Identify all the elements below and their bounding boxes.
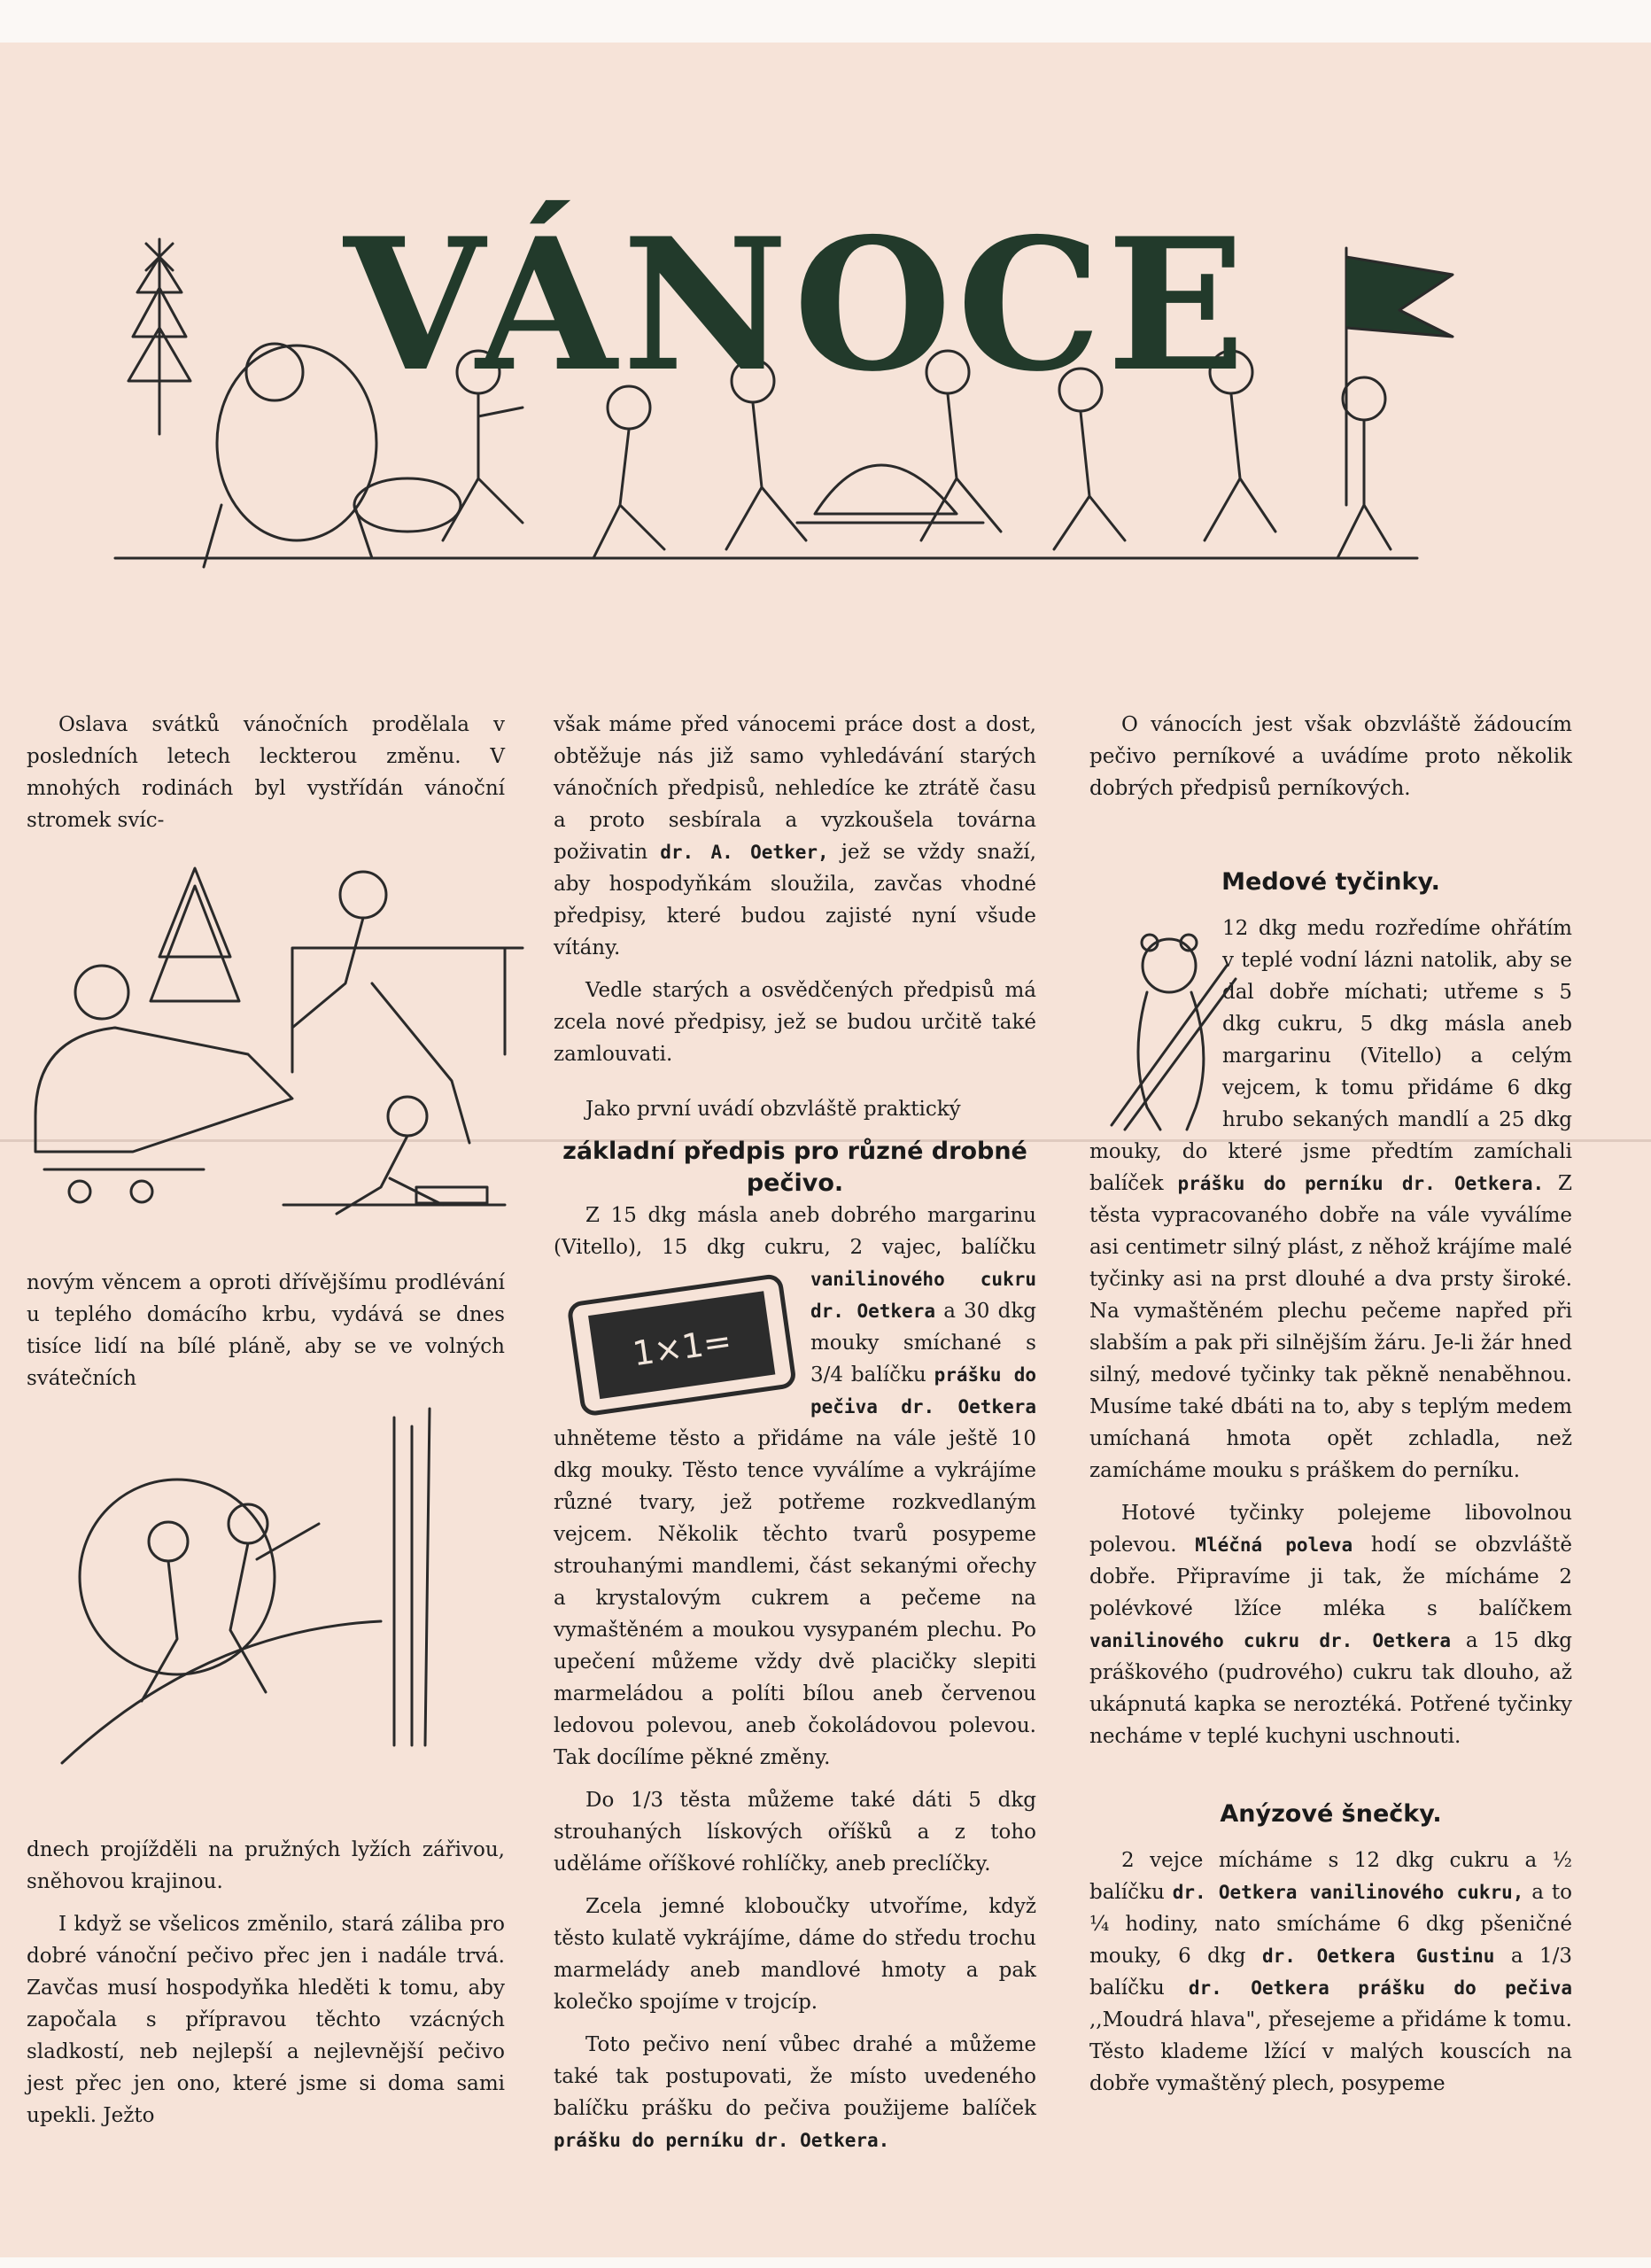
col3-paragraph-4a: 2 vejce mícháme s 12 dkg cukru a ½ balíčku xyxy=(1089,1849,1572,1904)
col3-vanilla-sugar: vanilinového cukru dr. Oetkera xyxy=(1089,1630,1451,1651)
bear-illustration xyxy=(1107,930,1240,1134)
col2-intro: Jako první uvádí obzvláště praktický xyxy=(585,1098,961,1121)
col3-paragraph-4e: a 1/3 balíčku xyxy=(1089,1945,1573,2000)
column-1-continued xyxy=(27,1267,505,1405)
column-2 xyxy=(554,709,1036,2167)
col3-baking-powder: dr. Oetkera prášku do pečiva xyxy=(1188,1977,1572,1999)
family-fireplace-illustration xyxy=(27,850,523,1231)
col2-paragraph-4: Do 1/3 těsta můžeme také dáti 5 dkg strouhaných lískových oříšků a z toho uděláme oříškové rohlíčky, aneb preclíčky. xyxy=(554,1789,1036,1876)
col2-paragraph-2: Vedle starých a osvědčených předpisů má zcela nové předpisy, jež se budou určitě také zamlouvati. xyxy=(554,979,1036,1066)
column-1 xyxy=(27,709,505,847)
slate-text: 1×1= xyxy=(630,1321,734,1374)
column-1-end xyxy=(27,1834,505,2142)
col3-gingerbread-powder: prášku do perníku dr. Oetkera. xyxy=(1177,1173,1545,1194)
col3-paragraph-2a: 12 dkg medu rozředíme ohřátím v teplé vodní lázni natolik, aby se dal dobře míchati; utřeme s 5 dkg cukru, 5 dkg másla aneb margarinu (Vitello) a celým vejcem, k tomu přidáme 6 dkg hrubo sekaných mandlí a 25 dkg mouky, do které jsme předtím zamíchali balíček xyxy=(1089,917,1572,1195)
col2-heading: základní předpis pro různé drobné pečivo. xyxy=(562,1138,1027,1197)
col3-paragraph-4g: ,,Moudrá hlava", přesejeme a přidáme k tomu. Těsto klademe lžící v malých kouscích na dobře vymaštěný plech, posypeme xyxy=(1089,2008,1572,2095)
column-3 xyxy=(1089,709,1572,2110)
skiers-illustration xyxy=(62,1409,469,1772)
col1-paragraph-1: Oslava svátků vánočních prodělala v posledních letech leckterou změnu. V mnohých rodinách byl vystřídán vánoční stromek svíc- xyxy=(27,713,505,832)
col2-paragraph-1c: jež se vždy snaží, aby hospodyňkám sloužila, zavčas vhodné předpisy, které budou zajisté nyní všude vítány. xyxy=(554,841,1036,959)
col3-gustin: dr. Oetkera Gustinu xyxy=(1261,1946,1495,1967)
col2-paragraph-3c: a 30 dkg mouky smíchané s 3/4 balíčku xyxy=(810,1300,1036,1386)
col3-paragraph-4c: a to ¼ hodiny, nato smícháme 6 dkg pšeničné mouky, 6 dkg xyxy=(1089,1881,1572,1968)
col1-paragraph-3: dnech projížděli na pružných lyžích zářivou, sněhovou krajinou. xyxy=(27,1838,505,1893)
col3-milk-glaze: Mléčná poleva xyxy=(1195,1534,1353,1556)
col3-paragraph-3c: hodí se obzvláště dobře. Připravíme ji tak, že mícháme 2 polévkové lžíce mléka s balíčkem xyxy=(1089,1534,1573,1620)
col2-baking-powder: prášku do pečiva dr. Oetkera xyxy=(810,1364,1036,1418)
col2-paragraph-3a: Z 15 dkg másla aneb dobrého margarinu (Vitello), 15 dkg cukru, 2 vajec, balíčku xyxy=(554,1204,1036,1259)
col2-paragraph-6a: Toto pečivo není vůbec drahé a můžeme také tak postupovati, že místo uvedeného balíčku prášku do pečiva použijeme balíček xyxy=(554,2033,1036,2120)
col2-paragraph-3e: uhněteme těsto a přidáme na vále ještě 10 dkg mouky. Těsto tence vyválíme a vykrájíme různé tvary, jež potřeme rozkvedlaným vejcem. Několik těchto tvarů posypeme strouhanými mandlemi, část sekanými ořechy a krystalovým cukrem a pečeme na vymaštěném a moukou vysypaném plechu. Po upečení můžeme vždy dvě placičky slepiti marmeládou a políti bílou aneb červenou ledovou polevou, aneb čokoládovou polevou. Tak docílíme pěkné změny. xyxy=(554,1427,1036,1769)
col3-paragraph-3e: a 15 dkg práškového (pudrového) cukru tak dlouho, až ukápnutá kapka se neroztéká. Potřené tyčinky necháme v teplé kuchyni uschnouti. xyxy=(1089,1629,1573,1748)
col3-heading-anise-snails: Anýzové šnečky. xyxy=(1220,1800,1442,1828)
col3-paragraph-1: O vánocích jest však obzvláště žádoucím pečivo perníkové a uvádíme proto několik dobrých předpisů perníkových. xyxy=(1089,713,1572,800)
col1-paragraph-4: I když se všelicos změnilo, stará záliba pro dobré vánoční pečivo přec jen i nadále trvá. Zavčas musí hospodyňka hleděti k tomu, aby započala s přípravou těchto vzácných sladkostí, neb nejlepší a nejlevnější pečivo jest přec jen ono, které jsme si doma sami upekli. Ježto xyxy=(27,1913,505,2127)
col2-paragraph-5: Zcela jemné kloboučky utvoříme, když těsto kulatě vykrájíme, dáme do středu trochu marmelády aneb mandlové hmoty a pak kolečko spojíme v trojcíp. xyxy=(554,1895,1036,2014)
col2-vanilla-sugar: vanilinového cukru dr. Oetkera xyxy=(810,1269,1036,1322)
page-title: VÁNOCE xyxy=(344,199,1251,412)
col3-paragraph-2c: Z těsta vypracovaného dobře na vále vyválíme asi centimetr silný plást, z něhož krájíme malé tyčinky asi na prst dlouhé a dva prsty široké. Na vymaštěném plechu pečeme napřed při slabším a pak při silnějším žáru. Je-li žár hned silný, medové tyčinky tak pěkně nenaběhnou. Musíme také dbáti na to, aby s teplým medem umíchaná hmota opět zchladla, než zamícháme mouku s práškem do perníku. xyxy=(1089,1172,1573,1482)
col3-paragraph-3a: Hotové tyčinky polejeme libovolnou polevou. xyxy=(1089,1502,1572,1557)
slate-illustration xyxy=(554,1271,819,1422)
col2-paragraph-1a: však máme před vánocemi práce dost a dost, obtěžuje nás již samo vyhledávání starých vánočních předpisů, nehledíce ke ztrátě času a proto sesbírala a vyzkoušela továrna poživatin xyxy=(554,713,1036,864)
col3-vanilla-sugar-2: dr. Oetkera vanilinového cukru, xyxy=(1172,1882,1524,1903)
col3-heading-honey-sticks: Medové tyčinky. xyxy=(1221,868,1440,896)
col2-gingerbread-powder: prášku do perníku dr. Oetkera. xyxy=(554,2130,890,2151)
col2-brand-name: dr. A. Oetker, xyxy=(660,842,829,863)
col1-paragraph-2: novým věncem a oproti dřívějšímu prodlévání u teplého domácího krbu, vydává se dnes tisíce lidí na bílé pláně, aby se ve volných svátečních xyxy=(27,1271,505,1390)
